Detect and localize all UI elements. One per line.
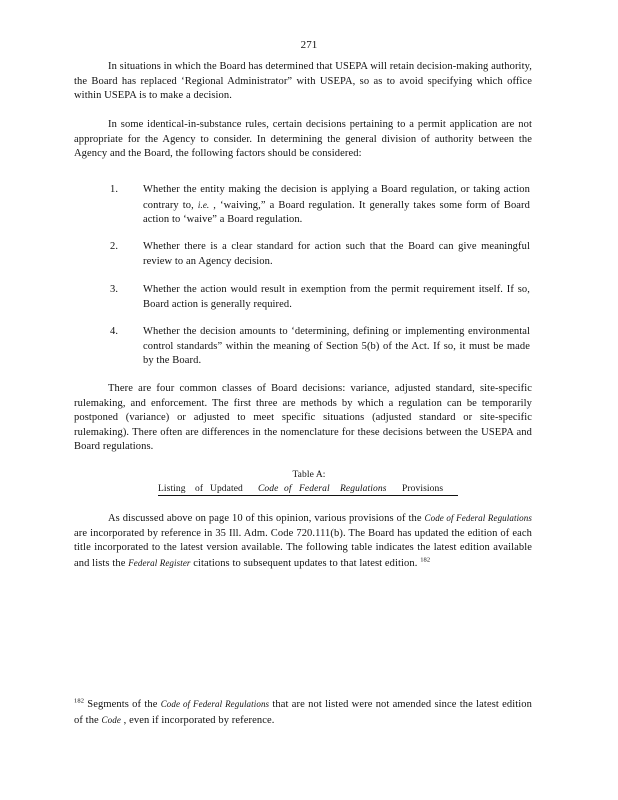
- table-col-word: Federal: [299, 484, 330, 494]
- cfr-title-italic: Code of Federal Regulations: [160, 699, 270, 709]
- list-item-4: [110, 325, 530, 369]
- code-italic: Code: [101, 714, 121, 725]
- table-title: Table A:: [292, 470, 326, 480]
- list-number: 1.: [110, 184, 119, 195]
- paragraph-division-of-authority: In some identical-in-substance rules, certain decisions pertaining to a permit application are not appropriate for the Agency to consider. In determining the general division of authority between the Agency and the Board, the following factors should be considered:: [74, 119, 532, 159]
- ie-italic: i.e.: [197, 199, 210, 210]
- table-col-word: Code: [258, 484, 279, 494]
- list-number: 3.: [110, 284, 119, 295]
- list-item-3: [110, 283, 530, 312]
- footnote-number: 182: [74, 697, 85, 705]
- paragraph-cfr-incorporation: As discussed above on page 10 of this opinion, various provisions of the Code of Federal Regulations are incorporated by reference in 35 Ill. Adm. Code 720.111(b). The Board has updated the edition of each title incorporated to the latest version available. The following table indicates the latest edition available and lists the Federal Register citations to subsequent updates to that latest edition. $^{182}$: [74, 513, 532, 569]
- federal-register-italic: Federal Register: [128, 557, 191, 568]
- table-col-word: Regulations: [340, 484, 387, 494]
- list-text: Whether there is a clear standard for action such that the Board can give meaningful review to an Agency decision.: [143, 241, 530, 267]
- list-text: Whether the action would result in exemption from the permit requirement itself. If so, Board action is generally required.: [143, 284, 530, 310]
- list-number: 2.: [110, 241, 119, 252]
- list-item-2: [110, 240, 530, 269]
- list-text: Whether the entity making the decision is applying a Board regulation, or taking action contrary to, i.e. , ‘waiving,” a Board regulation. It generally takes some form of Board action to ‘waive” a Board regulation.: [143, 184, 530, 225]
- table-header-row: [158, 482, 458, 496]
- paragraph-board-decisions: There are four common classes of Board decisions: variance, adjusted standard, site-specific rulemaking, and enforcement. The first three are methods by which a regulation can be temporarily postponed (variance) or adjusted to meet specific situations (adjusted standard or site-specific rulemaking). There often are differences in the nomenclature for these decisions between the USEPA and Board regulations.: [74, 383, 532, 452]
- page-number: 271: [300, 39, 318, 51]
- footnote-182: $^{182}$ Segments of the Code of Federal Regulations that are not listed were not amended since the latest edition of the Code , even if incorporated by reference.: [74, 697, 532, 726]
- table-col-word: of: [284, 484, 292, 494]
- cfr-title-italic: Code of Federal Regulations: [424, 513, 532, 523]
- list-item-1: [110, 183, 530, 228]
- table-col-word: Provisions: [402, 484, 444, 494]
- list-text: Whether the decision amounts to ‘determining, defining or implementing environmental control standards” within the meaning of Section 5(b) of the Act. If so, it must be made by the Board.: [143, 326, 530, 366]
- table-col-word: Updated: [210, 484, 243, 494]
- paragraph-decision-authority: In situations in which the Board has determined that USEPA will retain decision-making authority, the Board has replaced ‘Regional Administrator” with USEPA, so as to avoid specifying which office within USEPA is to make a decision.: [74, 61, 532, 101]
- list-number: 4.: [110, 326, 119, 337]
- footnote-reference[interactable]: 182: [420, 556, 431, 563]
- table-col-word: of: [195, 484, 204, 494]
- table-col-word: Listing: [158, 484, 186, 494]
